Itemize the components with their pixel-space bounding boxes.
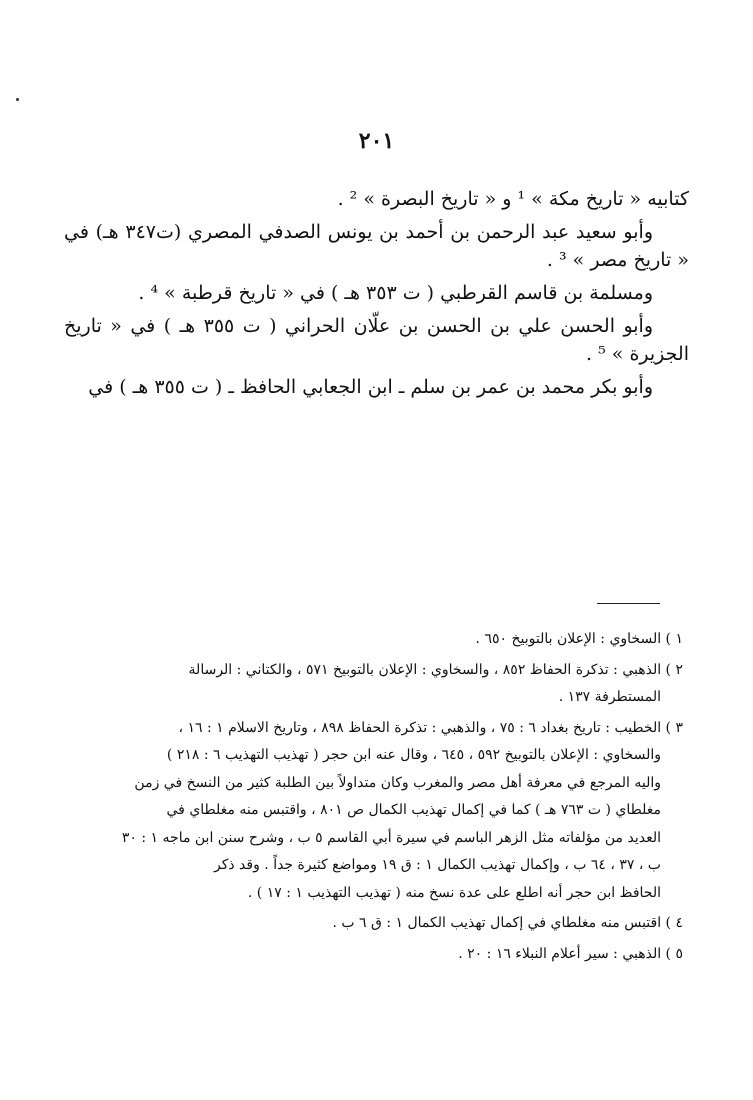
footnote-line: ٥ ) الذهبي : سير أعلام النبلاء ١٦ : ٢٠ . [458, 945, 683, 962]
paragraph-harrani: وأبو الحسن علي بن الحسن بن علّان الحراني ( ت ٣٥٥ هـ ) في « تاريخ الجزيرة » ⁵ . [64, 315, 689, 365]
footnote-line: العديد من مؤلفاته مثل الزهر الباسم في سيرة أبي القاسم ٥ ب ، وشرح سنن ابن ماجه ١ : ٣٠ [121, 829, 661, 846]
footnote-line: واليه المرجع في معرفة أهل مصر والمغرب وكان متداولاً بين الطلبة كثير من النسخ في زمن [134, 774, 661, 791]
footnote-5 [59, 941, 683, 969]
footnote-2 [59, 657, 683, 712]
footnote-separator [597, 603, 660, 604]
scan-speck [16, 98, 19, 101]
footnote-3 [59, 715, 683, 908]
footnote-line: المستطرفة ١٣٧ . [558, 689, 661, 705]
footnotes-section [59, 626, 683, 971]
paragraph-ibn-yunus: وأبو سعيد عبد الرحمن بن أحمد بن يونس الصدفي المصري (ت٣٤٧ هـ) في « تاريخ مصر » ³ . [64, 221, 689, 271]
paragraph-maslama: ومسلمة بن قاسم القرطبي ( ت ٣٥٣ هـ ) في « تاريخ قرطبة » ⁴ . [138, 282, 653, 304]
footnote-line: الحافظ ابن حجر أنه اطلع على عدة نسخ منه ( تهذيب التهذيب ١ : ١٧ ) . [247, 884, 661, 901]
paragraph-jiabi: وأبو بكر محمد بن عمر بن سلم ـ ابن الجعابي الحافظ ـ ( ت ٣٥٥ هـ ) في [88, 376, 653, 398]
main-text-body [64, 185, 689, 401]
page-number: ٢٠١ [358, 128, 395, 154]
footnote-1 [59, 626, 683, 654]
paragraph-history-books: كتابيه « تاريخ مكة » ¹ و « تاريخ البصرة » ² . [337, 188, 689, 210]
footnote-line: ٣ ) الخطيب : تاريخ بغداد ٦ : ٧٥ ، والذهبي : تذكرة الحفاظ ٨٩٨ ، وتاريخ الاسلام ١ : ١٦ ، [178, 719, 683, 736]
footnote-line: والسخاوي : الإعلان بالتوبيخ ٥٩٢ ، ٦٤٥ ، وقال عنه ابن حجر ( تهذيب التهذيب ٦ : ٢١٨ ) [166, 747, 661, 763]
footnote-line: ٤ ) اقتبس منه مغلطاي في إكمال تهذيب الكمال ١ : ق ٦ ب . [332, 915, 683, 931]
footnote-line: ب ، ٣٧ ، ٦٤ ب ، وإكمال تهذيب الكمال ١ : ق ١٩ ومواضع كثيرة جداً . وقد ذكر [213, 857, 661, 873]
footnote-4 [59, 910, 683, 938]
footnote-line: ٢ ) الذهبي : تذكرة الحفاظ ٨٥٢ ، والسخاوي : الإعلان بالتوبيخ ٥٧١ ، والكتاني : الرسالة [188, 661, 683, 678]
footnote-line: مغلطاي ( ت ٧٦٣ هـ ) كما في إكمال تهذيب الكمال ص ٨٠١ ، واقتبس منه مغلطاي في [166, 802, 661, 818]
footnote-line: ١ ) السخاوي : الإعلان بالتوبيخ ٦٥٠ . [475, 631, 683, 647]
